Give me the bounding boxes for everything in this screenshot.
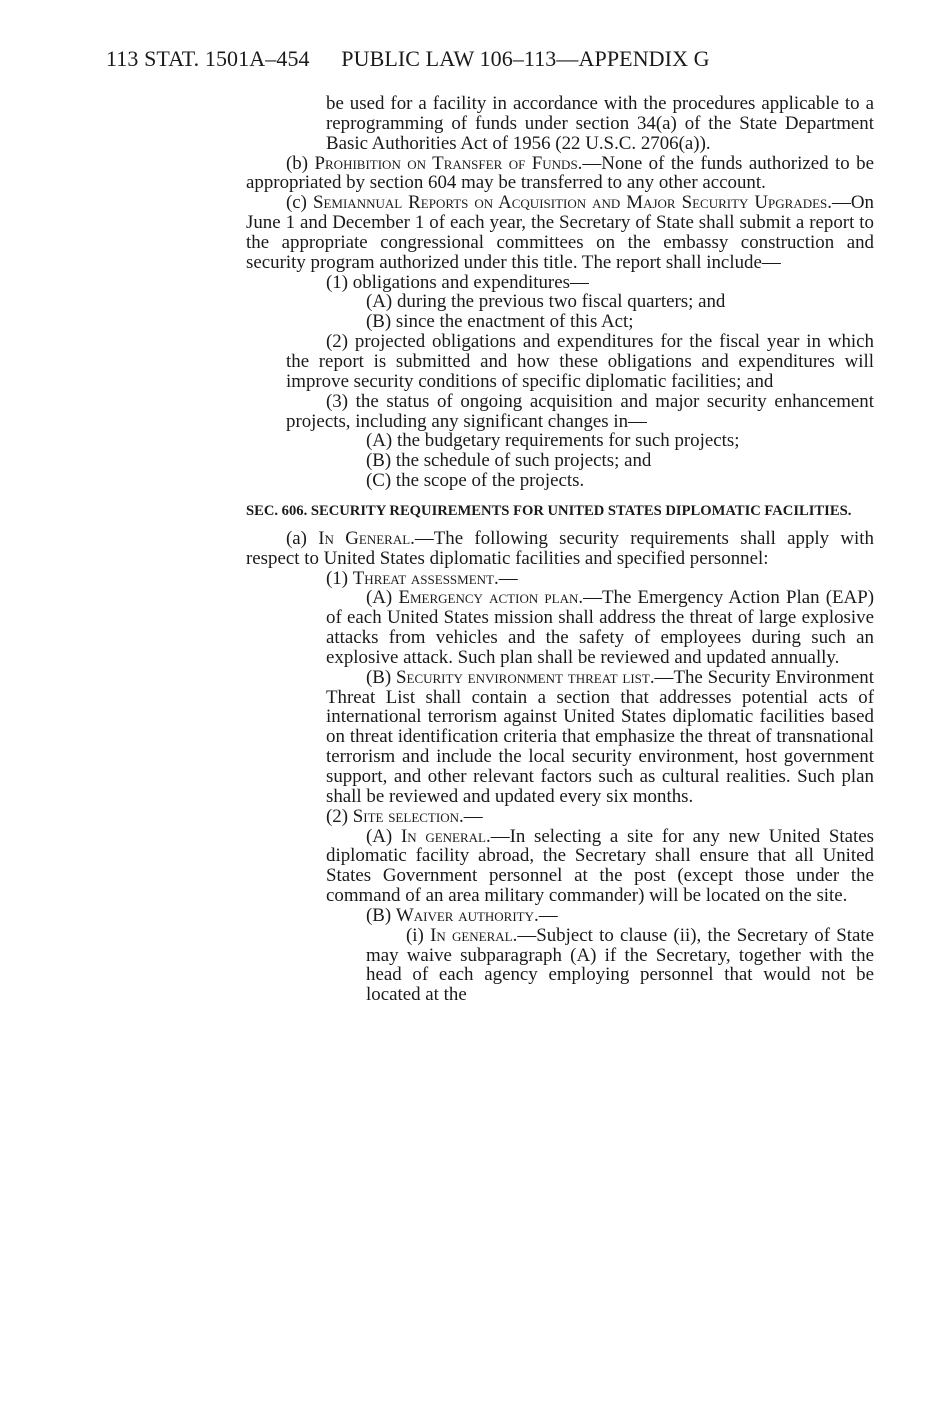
subparagraph-a1b-body: —The Security Environment Threat List shall contain a section that addresses potential acts of international terrorism against United States diplomatic facilities based on threat identification criteria that emphasize the threat of transnational terrorism and include the local security environment, host government support, and other relevant factors such as cultural realities. Such plan shall be reviewed and updated every six months. xyxy=(326,666,874,807)
paragraph-a1-dash: — xyxy=(498,567,518,589)
subparagraph-c3a: (A) the budgetary requirements for such projects; xyxy=(366,430,740,452)
subparagraph-a1a xyxy=(246,588,874,667)
subparagraph-a2a-mark: (A) xyxy=(366,825,393,847)
subsection-b-heading: Prohibition on Transfer of Funds. xyxy=(314,152,583,174)
clause-a2bi-body: —Subject to clause (ii), the Secretary of State may waive subparagraph (A) if the Secretary, together with the head of each agency employing personnel that would not be located at the xyxy=(366,924,874,1006)
subparagraph-a2b-heading: Waiver authority. xyxy=(395,904,539,926)
subparagraph-a2a-heading: In general. xyxy=(400,825,491,847)
statute-citation: 113 STAT. 1501A–454 xyxy=(106,46,310,71)
paragraph-c2: (2) projected obligations and expenditures for the fiscal year in which the report is submitted and how these obligations and expenditures will improve security conditions of specific diplomatic facilities; and xyxy=(286,331,874,392)
page-header xyxy=(106,46,710,72)
subparagraph-a2b-mark: (B) xyxy=(366,904,392,926)
clause-a2bi xyxy=(246,926,874,1005)
subparagraph-a1b-heading: Security environment threat list. xyxy=(396,666,655,688)
clause-a2bi-heading: In general. xyxy=(430,924,518,946)
subsection-b xyxy=(246,154,874,194)
subparagraph-a2b xyxy=(246,906,874,926)
subparagraph-a1a-body: —The Emergency Action Plan (EAP) of each United States mission shall address the threat of large explosive attacks from vehicles and the safety of employees during such an explosive attack. Such plan shall be reviewed and updated annually. xyxy=(326,587,874,668)
paragraph-a1-mark: (1) xyxy=(326,567,349,589)
subparagraph-a2b-dash: — xyxy=(538,904,558,926)
paragraph-a2-heading: Site selection. xyxy=(352,805,464,827)
subsection-a-body: —The following security requirements shall apply with respect to United States diplomatic facilities and specified personnel: xyxy=(246,527,874,569)
section-heading: SEC. 606. SECURITY REQUIREMENTS FOR UNITED STATES DIPLOMATIC FACILITIES. xyxy=(246,502,852,519)
subsection-b-mark: (b) xyxy=(286,152,309,174)
subsection-a-mark: (a) xyxy=(286,527,307,549)
clause-a2bi-mark: (i) xyxy=(406,924,424,946)
subparagraph-a2a-body: —In selecting a site for any new United States diplomatic facility abroad, the Secretary shall ensure that all United States Government personnel at the post (except those under the command of an area military commander) will be located on the site. xyxy=(326,825,874,907)
subparagraph-a1b-mark: (B) xyxy=(366,666,392,688)
running-title: PUBLIC LAW 106–113—APPENDIX G xyxy=(341,46,710,71)
document-body xyxy=(246,94,874,1005)
paragraph-c3: (3) the status of ongoing acquisition and major security enhancement projects, including any significant changes in— xyxy=(286,390,874,432)
subparagraph-a1a-mark: (A) xyxy=(366,587,393,609)
subparagraph-c1b: (B) since the enactment of this Act; xyxy=(366,311,634,333)
paragraph-a2-mark: (2) xyxy=(326,805,349,827)
subsection-a-heading: In General. xyxy=(318,527,415,549)
subparagraph-a1b xyxy=(246,668,874,807)
subsection-c-mark: (c) xyxy=(286,192,307,214)
paragraph-a1-heading: Threat assessment. xyxy=(352,567,499,589)
paragraph-continuation: be used for a facility in accordance with the procedures applicable to a reprogramming of funds under section 34(a) of the State Department Basic Authorities Act of 1956 (22 U.S.C. 2706(a)). xyxy=(326,93,874,154)
subsection-b-body: —None of the funds authorized to be appropriated by section 604 may be transferred to any other account. xyxy=(246,152,874,194)
subsection-a xyxy=(246,529,874,569)
subsection-c-body: —On June 1 and December 1 of each year, the Secretary of State shall submit a report to the appropriate congressional committees on the embassy construction and security program authorized under this title. The report shall include— xyxy=(246,192,874,273)
subparagraph-c3b: (B) the schedule of such projects; and xyxy=(366,450,652,472)
subparagraph-c1a: (A) during the previous two fiscal quarters; and xyxy=(366,291,726,313)
subparagraph-c3c: (C) the scope of the projects. xyxy=(366,470,585,492)
paragraph-a2-dash: — xyxy=(463,805,483,827)
subsection-c-heading: Semiannual Reports on Acquisition and Major Security Upgrades. xyxy=(312,192,832,214)
paragraph-c1: (1) obligations and expenditures— xyxy=(326,271,589,293)
subparagraph-a1a-heading: Emergency action plan. xyxy=(398,587,584,609)
subsection-c xyxy=(246,193,874,272)
paragraph-a2 xyxy=(246,807,874,827)
subparagraph-a2a xyxy=(246,827,874,906)
paragraph-a1 xyxy=(246,569,874,589)
